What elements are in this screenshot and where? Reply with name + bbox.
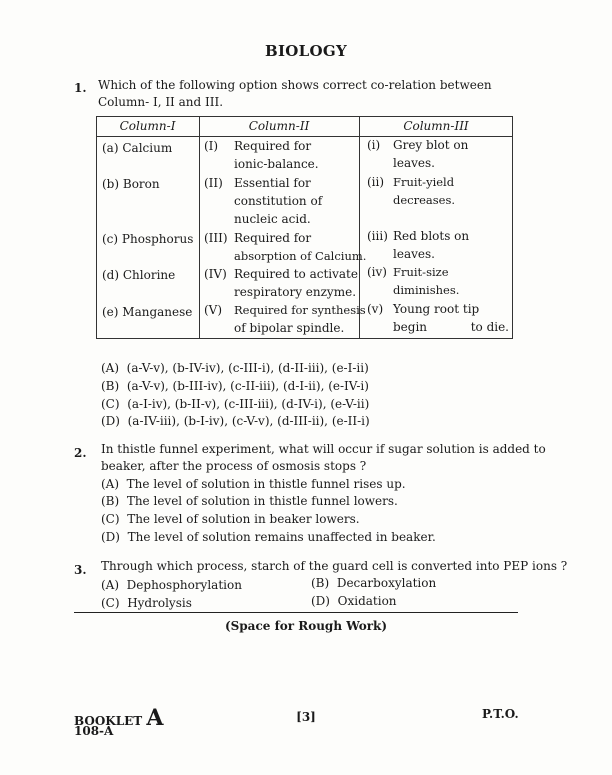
table-row-d-col2-mark: (IV) — [204, 267, 227, 281]
table-header-column-1: Column-I — [119, 119, 176, 133]
table-row-b-col2-line1: Essential for — [234, 176, 311, 190]
q1-option-b[interactable]: (B) (a-V-v), (b-III-iv), (c-II-iii), (d-I-ii), (e-IV-i) — [101, 379, 369, 393]
table-row-a-col2-mark: (I) — [204, 139, 219, 153]
q1-option-a[interactable]: (A) (a-V-v), (b-IV-iv), (c-III-i), (d-II-iii), (e-I-ii) — [101, 361, 369, 375]
table-row-b-col2-line3: nucleic acid. — [234, 212, 311, 226]
table-row-b-col3-mark: (ii) — [367, 175, 385, 189]
q1-option-c[interactable]: (C) (a-I-iv), (b-II-v), (c-III-iii), (d-IV-i), (e-V-ii) — [101, 397, 370, 411]
table-row-c-col2-mark: (III) — [204, 231, 228, 245]
table-row-c-col2-line1: Required for — [234, 231, 312, 245]
table-row-d-col3: Fruit-size diminishes. — [393, 265, 460, 297]
table-row-d-col2-line1: Required to activate — [234, 267, 358, 281]
question-3-number: 3. — [74, 563, 87, 577]
q2-option-d[interactable]: (D) The level of solution remains unaffected in beaker. — [101, 530, 436, 544]
question-1-text-line1: Which of the following option shows correct co-relation between — [98, 78, 492, 92]
table-row-e-col2-line2: of bipolar spindle. — [234, 321, 345, 335]
table-row-e-col3-line1: Young root tip begin — [393, 302, 480, 334]
table-row-d-col3-mark: (iv) — [367, 265, 387, 279]
q1-option-d[interactable]: (D) (a-IV-iii), (b-I-iv), (c-V-v), (d-III-ii), (e-II-i) — [101, 414, 370, 428]
table-row-b-col2-line2: constitution of — [234, 194, 323, 208]
table-row-e-col1: (e) Manganese — [102, 305, 193, 319]
rough-work-label: (Space for Rough Work) — [224, 619, 388, 633]
q3-option-a[interactable]: (A) Dephosphorylation — [101, 578, 242, 592]
question-1-text-line2: Column- I, II and III. — [98, 95, 224, 109]
match-table — [96, 116, 513, 339]
table-row-b-col1: (b) Boron — [102, 177, 160, 191]
table-row-e-col3-mark: (v) — [367, 302, 384, 316]
page-number: [3] — [296, 710, 316, 724]
table-row-a-col2-line1: Required for — [234, 139, 312, 153]
table-header-column-3: Column-III — [403, 119, 469, 133]
q3-option-c[interactable]: (C) Hydrolysis — [101, 596, 192, 610]
table-row-e-col3-line2: to die. — [470, 320, 509, 334]
q3-option-d[interactable]: (D) Oxidation — [311, 594, 397, 608]
table-header-column-2: Column-II — [248, 119, 310, 133]
pto-label: P.T.O. — [482, 707, 519, 721]
table-row-a-col3-mark: (i) — [367, 138, 381, 152]
table-row-a-col1: (a) Calcium — [102, 141, 173, 155]
table-row-d-col1: (d) Chlorine — [102, 268, 176, 282]
table-row-b-col2-mark: (II) — [204, 176, 223, 190]
booklet-letter: A — [146, 705, 164, 731]
table-row-c-col1: (c) Phosphorus — [102, 232, 194, 246]
table-row-c-col3: Red blots on leaves. — [393, 229, 470, 261]
table-row-b-col3: Fruit-yield decreases. — [393, 175, 456, 207]
question-2-number: 2. — [74, 446, 87, 460]
table-row-d-col2-line2: respiratory enzyme. — [234, 285, 357, 299]
divider — [74, 612, 518, 613]
table-row-c-col2-line2: absorption of Calcium. — [234, 249, 367, 263]
q2-option-a[interactable]: (A) The level of solution in thistle funnel rises up. — [101, 477, 406, 491]
table-row-e-col2-line1: Required for synthesis — [234, 303, 366, 317]
q2-option-b[interactable]: (B) The level of solution in thistle funnel lowers. — [101, 494, 398, 508]
question-2-text-line2: beaker, after the process of osmosis stops ? — [101, 459, 367, 473]
table-row-e-col2-mark: (V) — [204, 303, 223, 317]
question-3-text: Through which process, starch of the guard cell is converted into PEP ions ? — [101, 559, 568, 573]
page-title: BIOLOGY — [265, 42, 347, 60]
question-1-number: 1. — [74, 81, 87, 95]
table-row-a-col2-line2: ionic-balance. — [234, 157, 319, 171]
table-row-c-col3-mark: (iii) — [367, 229, 388, 243]
table-row-a-col3: Grey blot on leaves. — [393, 138, 469, 170]
question-2-text-line1: In thistle funnel experiment, what will occur if sugar solution is added to — [101, 442, 546, 456]
q3-option-b[interactable]: (B) Decarboxylation — [311, 576, 437, 590]
booklet-label: BOOKLET A — [74, 705, 164, 731]
q2-option-c[interactable]: (C) The level of solution in beaker lowers. — [101, 512, 360, 526]
booklet-code: 108-A — [74, 724, 114, 738]
